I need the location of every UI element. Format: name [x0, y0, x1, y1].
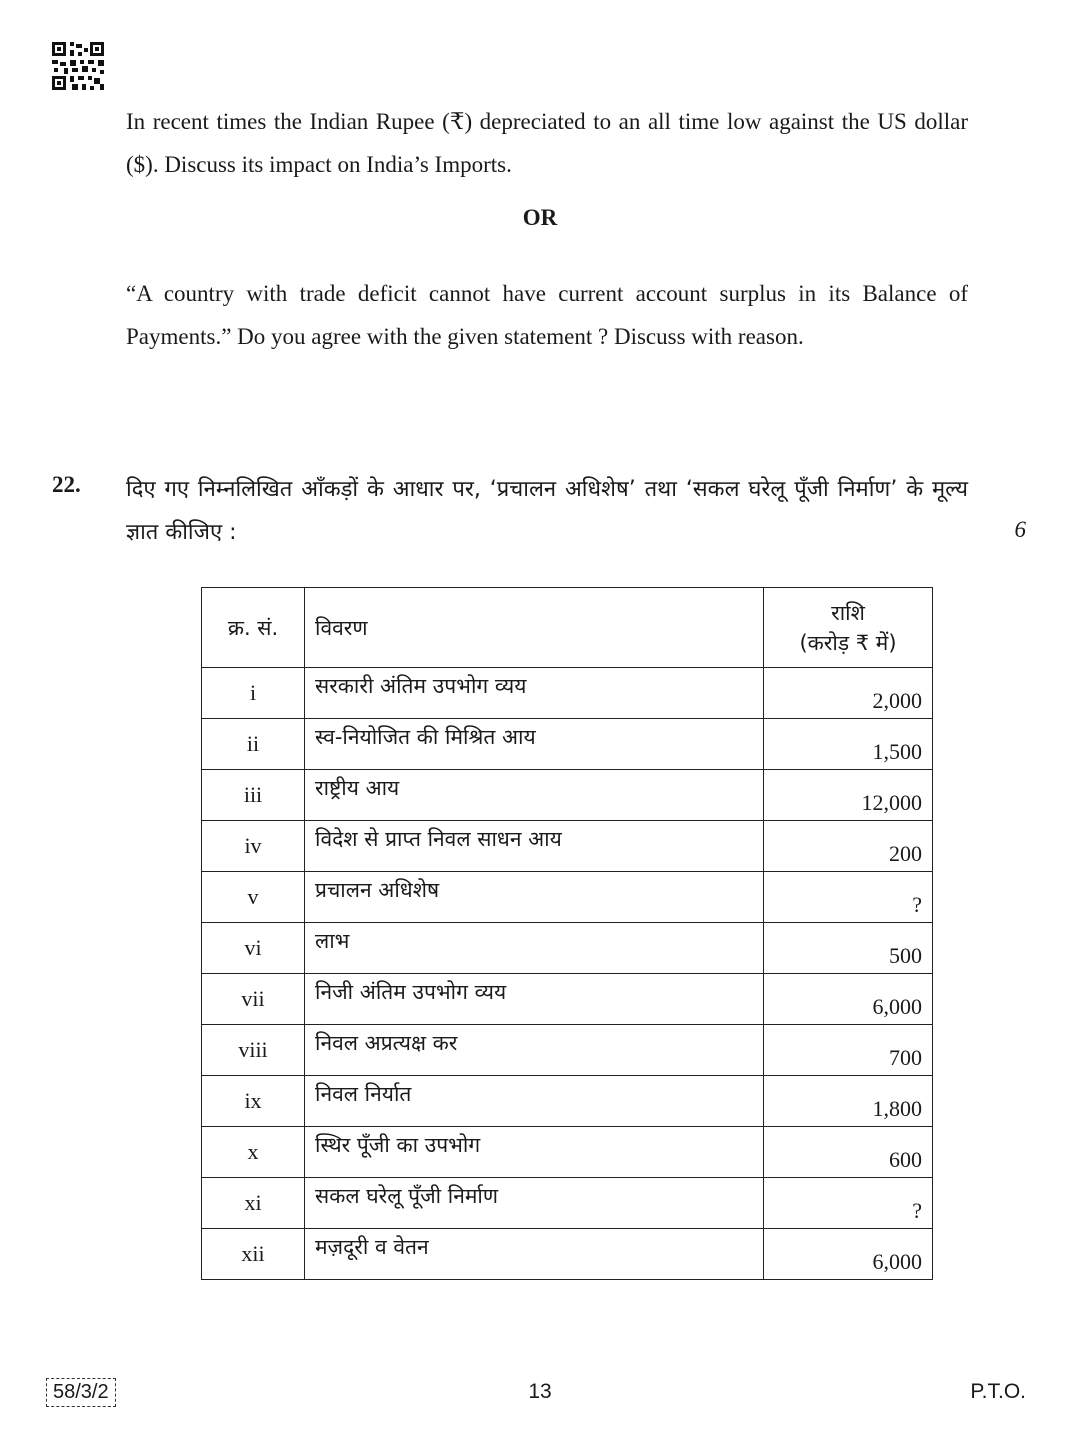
table-row [202, 923, 933, 974]
description: निवल अप्रत्यक्ष कर [305, 1025, 764, 1076]
question-21-part-b: “A country with trade deficit cannot have current account surplus in its Balance of Payments.” Do you agree with the given statement ? Discuss with reason. [126, 281, 968, 349]
amount: 2,000 [764, 668, 933, 719]
table-row [202, 770, 933, 821]
header-serial-number: क्र. सं. [202, 588, 305, 668]
marks: 6 [1014, 517, 1026, 542]
amount: 200 [764, 821, 933, 872]
description: निवल निर्यात [305, 1076, 764, 1127]
description: राष्ट्रीय आय [305, 770, 764, 821]
amount: 600 [764, 1127, 933, 1178]
serial-number: vii [202, 974, 305, 1025]
description: स्थिर पूँजी का उपभोग [305, 1127, 764, 1178]
table-row [202, 974, 933, 1025]
serial-number: vi [202, 923, 305, 974]
table-row [202, 668, 933, 719]
or-separator: OR [522, 205, 558, 230]
serial-number: ii [202, 719, 305, 770]
serial-number: iii [202, 770, 305, 821]
page-number: 13 [528, 1380, 552, 1403]
serial-number: v [202, 872, 305, 923]
question-21-part-a: In recent times the Indian Rupee (₹) depreciated to an all time low against the US dollar ($). Discuss its impact on India’s Imports. [126, 109, 968, 177]
table-row [202, 872, 933, 923]
table-row [202, 1025, 933, 1076]
description: सकल घरेलू पूँजी निर्माण [305, 1178, 764, 1229]
table-header-row [202, 588, 933, 668]
qr-code-icon [52, 42, 104, 90]
amount: ? [764, 1178, 933, 1229]
please-turn-over: P.T.O. [970, 1380, 1026, 1403]
table-row [202, 1076, 933, 1127]
amount: 1,800 [764, 1076, 933, 1127]
description: विदेश से प्राप्त निवल साधन आय [305, 821, 764, 872]
header-description: विवरण [305, 588, 764, 668]
amount: ? [764, 872, 933, 923]
serial-number: viii [202, 1025, 305, 1076]
table-row [202, 821, 933, 872]
description: मज़दूरी व वेतन [305, 1229, 764, 1280]
serial-number: i [202, 668, 305, 719]
amount: 6,000 [764, 974, 933, 1025]
table-row [202, 1178, 933, 1229]
serial-number: x [202, 1127, 305, 1178]
description: निजी अंतिम उपभोग व्यय [305, 974, 764, 1025]
description: लाभ [305, 923, 764, 974]
description: प्रचालन अधिशेष [305, 872, 764, 923]
amount: 700 [764, 1025, 933, 1076]
question-text: दिए गए निम्नलिखित आँकड़ों के आधार पर, ‘प्रचालन अधिशेष’ तथा ‘सकल घरेलू पूँजी निर्माण’ के मूल्य ज्ञात कीजिए : [126, 477, 968, 545]
amount: 12,000 [764, 770, 933, 821]
header-amount-line2: (करोड़ ₹ में) [799, 630, 897, 655]
question-number: 22. [52, 472, 81, 497]
amount: 1,500 [764, 719, 933, 770]
serial-number: iv [202, 821, 305, 872]
paper-code: 58/3/2 [46, 1378, 116, 1407]
table-row [202, 719, 933, 770]
serial-number: xii [202, 1229, 305, 1280]
serial-number: ix [202, 1076, 305, 1127]
table-row [202, 1229, 933, 1280]
amount: 500 [764, 923, 933, 974]
serial-number: xi [202, 1178, 305, 1229]
header-amount-line1: राशि [831, 600, 865, 625]
table-row [202, 1127, 933, 1178]
header-amount [764, 588, 933, 668]
description: सरकारी अंतिम उपभोग व्यय [305, 668, 764, 719]
description: स्व-नियोजित की मिश्रित आय [305, 719, 764, 770]
data-table [201, 587, 933, 1280]
amount: 6,000 [764, 1229, 933, 1280]
